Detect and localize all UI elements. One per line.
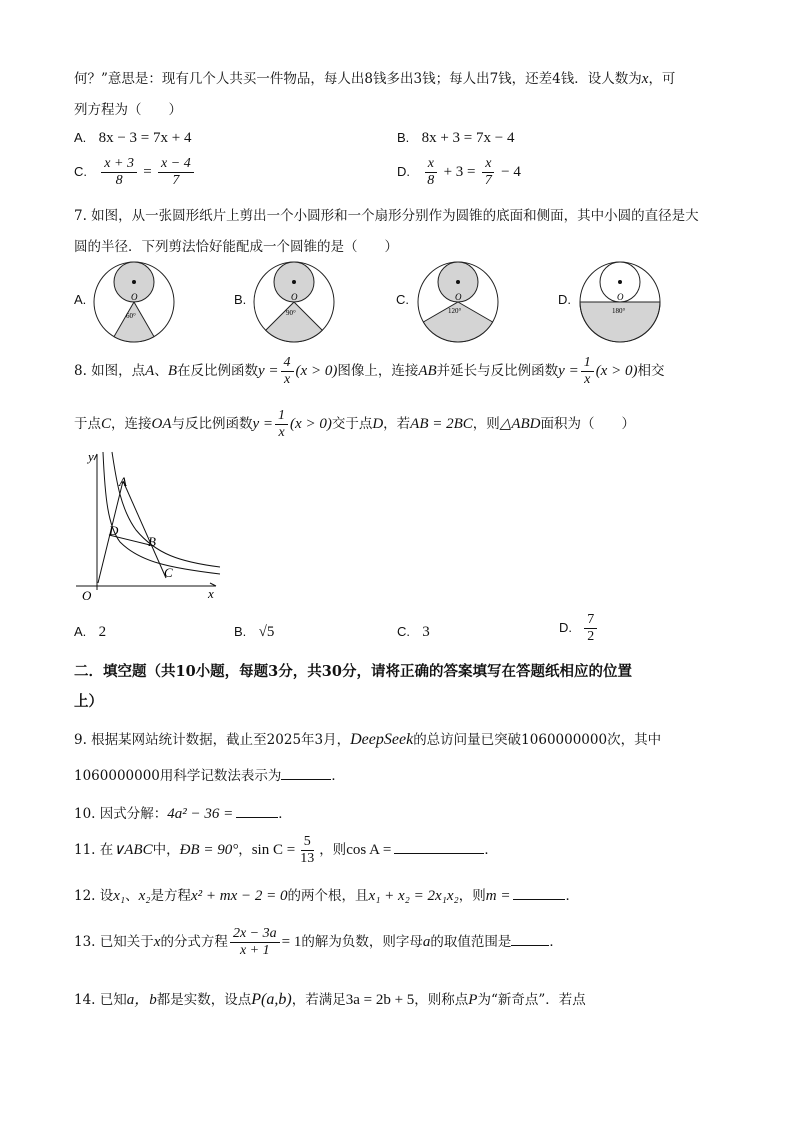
q13-line: 13. 已知关于x的分式方程 $\frac{2x - 3a}{x + 1}$ = 1的解为负数，则字母a的取值范围是 ． (74, 926, 563, 958)
fraction: $\frac{2x - 3a}{x + 1}$ (230, 926, 280, 959)
small-circle-center (292, 280, 296, 284)
q11-line: 11. 在∨ABC中，ÐB = 90°，sin C = $\frac{5}{13}$ ，则cos A = ． (74, 834, 498, 866)
section2-heading-line1: 二．填空题（共10小题，每题3分，共30分，请将正确的答案填写在答题纸相应的位置 (74, 663, 632, 680)
cone-figure-c (416, 260, 500, 344)
q7-figure-d-label[interactable]: D. (558, 292, 571, 307)
center-label: O (291, 292, 298, 302)
answer-blank[interactable] (394, 839, 484, 854)
answer-blank[interactable] (281, 765, 331, 780)
q8-graph (70, 448, 225, 606)
fraction: $\frac{x}{7}$ (482, 156, 495, 189)
angle-label: 90° (286, 309, 296, 317)
center-label: O (455, 292, 462, 302)
deepseek-label: DeepSeek (350, 731, 414, 748)
angle-label: 60° (126, 312, 136, 320)
q6-option-b[interactable]: B. 8x + 3 = 7x − 4 (397, 130, 515, 146)
cone-figure-d (578, 260, 662, 344)
q8-option-b[interactable]: B. √5 (234, 624, 275, 640)
fraction: $\frac{x}{8}$ (424, 156, 437, 189)
q6-line2: 列方程为（ ） (74, 102, 182, 118)
q8-option-d[interactable]: D. $\frac{7}{2}$ (559, 612, 599, 645)
q7-figure-c-label[interactable]: C. (396, 292, 409, 307)
fraction: $\frac{5}{13}$ (300, 834, 315, 866)
q8-line1: 8. 如图，点A、B在反比例函数y = $\frac{4}{x}$ (x > 0)图像上，连接AB并延长与反比例函数y = $\frac{1}{x}$ (x > 0)相交 (74, 355, 665, 387)
q10-line: 10. 因式分解：4a² − 36 = ． (74, 802, 292, 823)
point-b-label: B (148, 534, 156, 549)
sector (266, 302, 323, 342)
q8-option-a[interactable]: A. 2 (74, 624, 107, 640)
segment-ac (123, 481, 166, 578)
cone-figure-a (92, 260, 176, 344)
angle-label: 120° (448, 307, 462, 315)
q9-line2: 1060000000用科学记数法表示为 ． (74, 764, 345, 784)
fraction: $\frac{x + 3}{8}$ (101, 156, 137, 189)
sector (114, 302, 154, 342)
small-circle-center (456, 280, 460, 284)
answer-blank[interactable] (513, 885, 565, 900)
x-label: x (208, 586, 214, 601)
q7-figure-a-label[interactable]: A. (74, 292, 87, 307)
q14-line: 14. 已知a，b都是实数，设点P(a,b)，若满足3a = 2b + 5，则称点P为“新奇点”．若点 (74, 991, 586, 1008)
q8-line2: 于点C，连接OA与反比例函数y = $\frac{1}{x}$ (x > 0)交于点D，若AB = 2BC，则△ABD面积为（ ） (74, 408, 635, 440)
q6-option-c[interactable]: C. $\frac{x + 3}{8}$ = $\frac{x - 4}{7}$ (74, 156, 196, 189)
origin-label: O (82, 588, 92, 603)
y-label: y (88, 449, 94, 464)
q6-option-a[interactable]: A. 8x − 3 = 7x + 4 (74, 130, 192, 146)
fraction: $\frac{1}{x}$ (581, 355, 594, 388)
fraction: $\frac{7}{2}$ (584, 612, 597, 645)
q7-figure-b-label[interactable]: B. (234, 292, 247, 307)
center-label: O (617, 292, 624, 302)
q6-option-d[interactable]: D. $\frac{x}{8}$ + 3 = $\frac{x}{7}$ − 4 (397, 156, 521, 188)
answer-blank[interactable] (511, 931, 549, 946)
point-c-label: C (164, 565, 173, 580)
q9-line1: 9. 根据某网站统计数据，截止至2025年3月，DeepSeek的总访问量已突破1060000000次，其中 (74, 731, 662, 748)
point-d-label: D (109, 523, 119, 538)
small-circle-center (618, 280, 622, 284)
q7-line2: 圆的半径．下列剪法恰好能配成一个圆锥的是（ ） (74, 239, 398, 255)
center-label: O (131, 292, 138, 302)
fraction: $\frac{1}{x}$ (275, 408, 288, 441)
q7-line1: 7. 如图，从一张圆形纸片上剪出一个小圆形和一个扇形分别作为圆锥的底面和侧面，其中小圆的直径是大 (74, 208, 699, 224)
fraction: $\frac{4}{x}$ (281, 355, 294, 388)
q8-option-c[interactable]: C. 3 (397, 624, 430, 640)
fraction: $\frac{x - 4}{7}$ (158, 156, 194, 189)
cone-figure-b (252, 260, 336, 344)
answer-blank[interactable] (236, 803, 278, 818)
q7-figures (74, 258, 694, 346)
curve-y-1-over-x (103, 452, 220, 574)
section2-heading-line2: 上） (74, 693, 103, 710)
angle-label: 180° (612, 307, 626, 315)
point-a-label: A (119, 474, 127, 489)
q12-line: 12. 设x₁、x₂是方程x² + mx − 2 = 0的两个根，且x₁ + x₂ = 2x₁x₂，则m = ． (74, 884, 579, 905)
curve-y-4-over-x (112, 452, 220, 567)
q6-line1: 何？”意思是：现有几个人共买一件物品，每人出8钱多出3钱；每人出7钱，还差4钱．设人数为x，可 (74, 71, 676, 87)
small-circle-center (132, 280, 136, 284)
